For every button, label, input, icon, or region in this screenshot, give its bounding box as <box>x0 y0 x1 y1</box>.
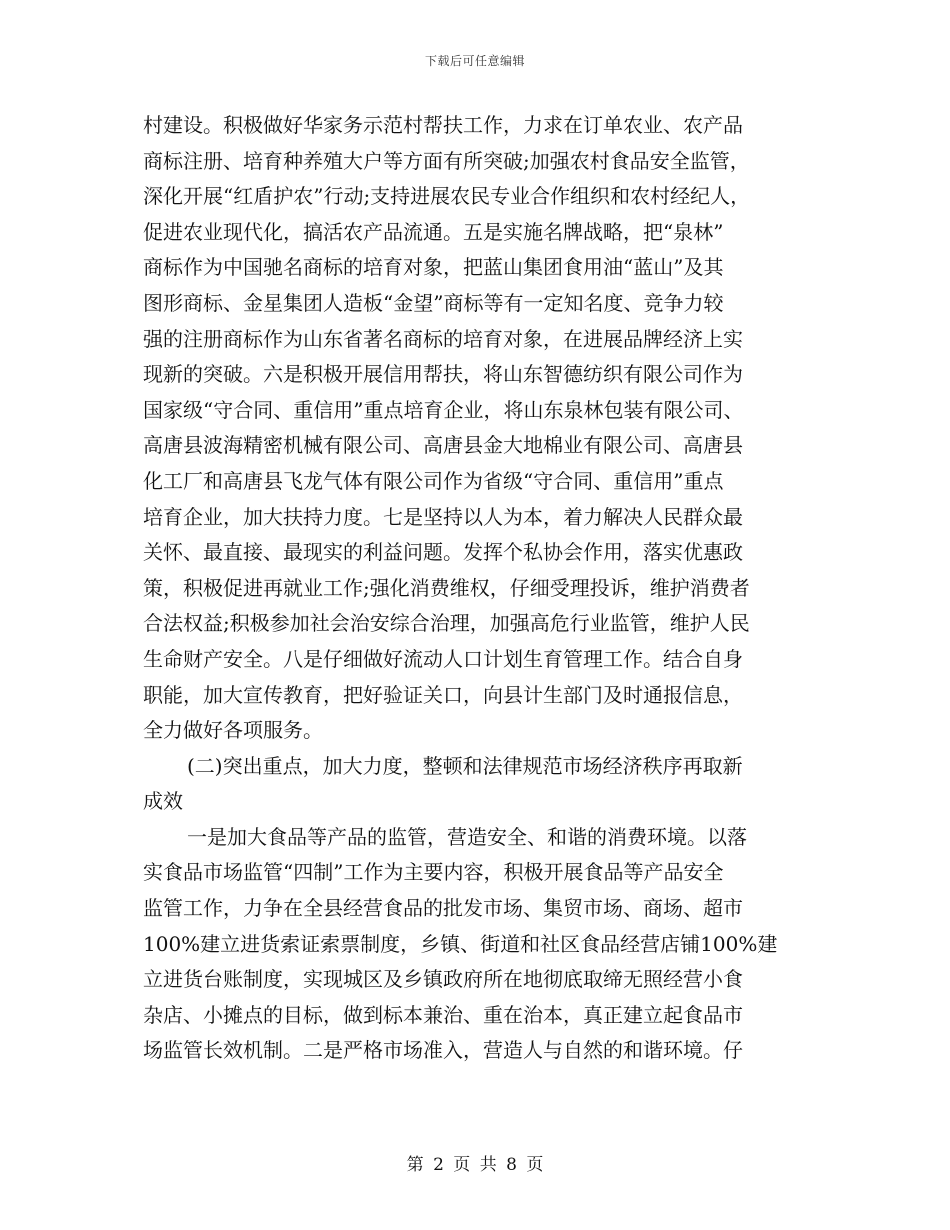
text-line: 场监管长效机制。二是严格市场准入，营造人与自然的和谐环境。仔 <box>143 1038 743 1063</box>
text-line: 职能，加大宣传教育，把好验证关口，向县计生部门及时通报信息， <box>143 682 743 707</box>
text-line: 深化开展“红盾护农”行动;支持进展农民专业合作组织和农村经纪人， <box>143 184 751 209</box>
text-line: 监管工作，力争在全县经营食品的批发市场、集贸市场、商场、超市 <box>143 896 743 921</box>
text-line: 生命财产安全。八是仔细做好流动人口计划生育管理工作。结合自身 <box>143 646 743 671</box>
text-line: 实食品市场监管“四制”工作为主要内容，积极开展食品等产品安全 <box>143 860 724 885</box>
text-line: 促进农业现代化，搞活农产品流通。五是实施名牌战略，把“泉林” <box>143 219 724 244</box>
text-line: 合法权益;积极参加社会治安综合治理，加强高危行业监管，维护人民 <box>143 611 750 636</box>
text-line: 化工厂和高唐县飞龙气体有限公司作为省级“守合同、重信用”重点 <box>143 468 724 493</box>
heading-line: 成效 <box>143 789 183 814</box>
page-header: 下载后可任意编辑 <box>424 54 525 68</box>
text-line: 杂店、小摊点的目标，做到标本兼治、重在治本，真正建立起食品市 <box>143 1002 743 1027</box>
text-line: 策，积极促进再就业工作;强化消费维权，仔细受理投诉，维护消费者 <box>143 575 750 600</box>
text-line: 强的注册商标作为山东省著名商标的培育对象，在进展品牌经济上实 <box>143 326 743 351</box>
text-line: 全力做好各项服务。 <box>143 718 323 743</box>
text-line: 高唐县波海精密机械有限公司、高唐县金大地棉业有限公司、高唐县 <box>143 433 743 458</box>
text-line: 商标作为中国驰名商标的培育对象，把蓝山集团食用油“蓝山”及其 <box>143 255 724 280</box>
heading-line: (二)突出重点，加大力度，整顿和法律规范市场经济秩序再取新 <box>187 753 743 778</box>
text-line: 培育企业，加大扶持力度。七是坚持以人为本，着力解决人民群众最 <box>143 504 743 529</box>
text-line: 一是加大食品等产品的监管，营造安全、和谐的消费环境。以落 <box>187 824 747 849</box>
text-line: 村建设。积极做好华家务示范村帮扶工作，力求在订单农业、农产品 <box>143 113 743 137</box>
section-paragraph <box>143 820 823 1069</box>
text-line: 现新的突破。六是积极开展信用帮扶，将山东智德纺织有限公司作为 <box>143 362 743 387</box>
text-line: 100%建立进货索证索票制度，乡镇、街道和社区食品经营店铺100%建 <box>143 931 778 956</box>
text-line: 国家级“守合同、重信用”重点培育企业，将山东泉林包装有限公司、 <box>143 397 744 422</box>
text-line: 图形商标、金星集团人造板“金望”商标等有一定知名度、竞争力较 <box>143 290 724 315</box>
text-line: 立进货台账制度，实现城区及乡镇政府所在地彻底取缔无照经营小食 <box>143 967 743 992</box>
document-body <box>143 108 823 1069</box>
page-footer: 第 2 页 共 8 页 <box>406 1155 544 1175</box>
text-line: 关怀、最直接、最现实的利益问题。发挥个私协会作用，落实优惠政 <box>143 540 743 565</box>
section-heading <box>143 749 823 820</box>
text-line: 商标注册、培育种养殖大户等方面有所突破;加强农村食品安全监管， <box>143 148 750 173</box>
paragraph-continued <box>143 108 823 749</box>
